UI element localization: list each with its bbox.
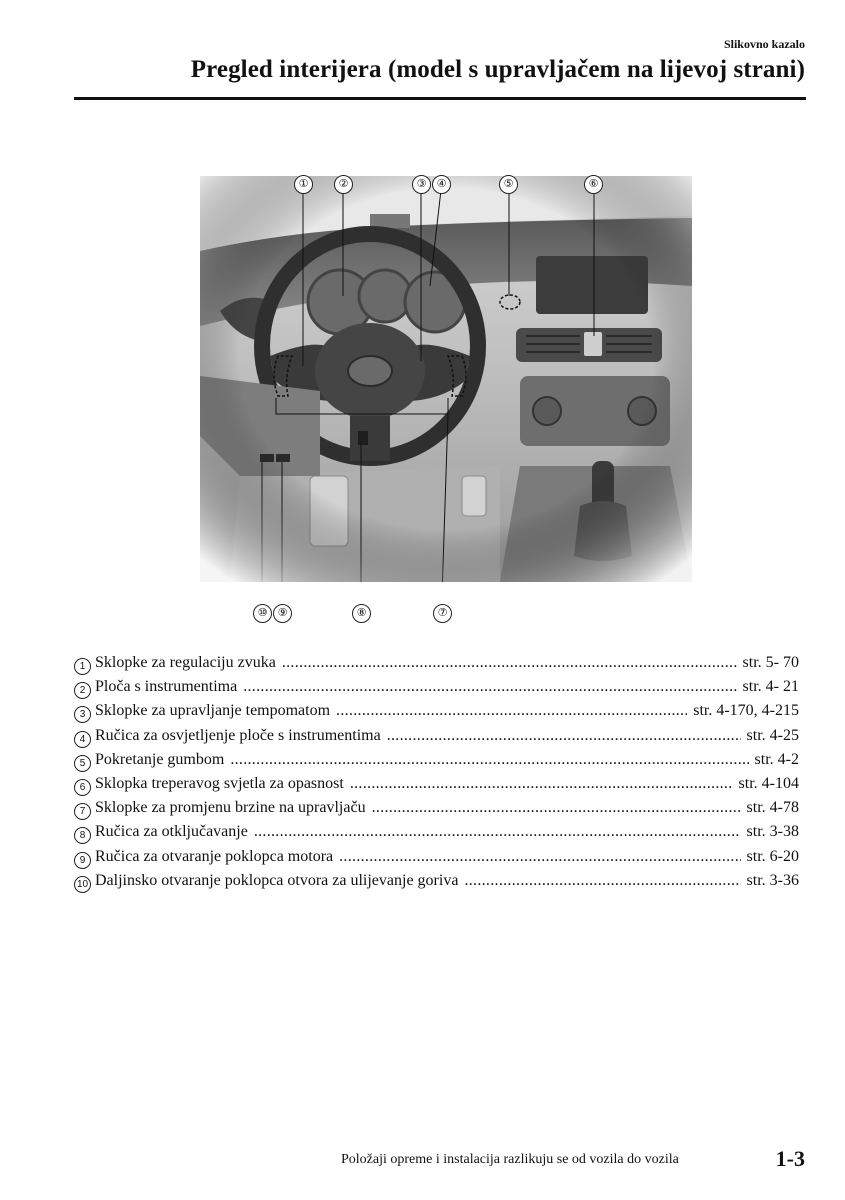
item-number: 2: [74, 682, 91, 699]
callout-1: ①: [294, 175, 313, 194]
page-reference: str. 5- 70: [742, 654, 799, 671]
item-number: 7: [74, 803, 91, 820]
item-number: 1: [74, 658, 91, 675]
callout-9: ⑨: [273, 604, 292, 623]
item-label: Daljinsko otvaranje poklopca otvora za ulijevanje goriva: [95, 871, 459, 889]
callout-2: ②: [334, 175, 353, 194]
index-row: [74, 675, 799, 699]
leader-dots: [339, 845, 740, 869]
leader-dots: [350, 772, 733, 796]
leader-dots: [282, 651, 737, 675]
index-row: [74, 748, 799, 772]
interior-illustration: [200, 176, 692, 582]
item-label: Ručica za osvjetljenje ploče s instrumentima: [95, 726, 381, 744]
item-label: Ručica za otvaranje poklopca motora: [95, 847, 334, 865]
leader-dots: [387, 724, 741, 748]
item-number: 4: [74, 731, 91, 748]
index-row: [74, 651, 799, 675]
footer-note: Položaji opreme i instalacija razlikuju se od vozila do vozila: [341, 1152, 679, 1167]
page-reference: str. 4-78: [746, 799, 799, 817]
leader-dots: [336, 699, 687, 723]
item-label: Ploča s instrumentima: [95, 678, 238, 696]
callout-4: ④: [432, 175, 451, 194]
item-label: Sklopke za regulaciju zvuka: [95, 654, 276, 671]
page-reference: str. 3-38: [746, 823, 799, 841]
item-label: Ručica za otključavanje: [95, 823, 248, 841]
callout-5: ⑤: [499, 175, 518, 194]
callout-8: ⑧: [352, 604, 371, 623]
page-reference: str. 4- 21: [742, 678, 799, 696]
item-label: Pokretanje gumbom: [95, 750, 225, 768]
page-reference: str. 6-20: [746, 847, 799, 865]
callout-3: ③: [412, 175, 431, 194]
page-number: 1-3: [775, 1146, 805, 1171]
index-row: [74, 796, 799, 820]
title-rule: [74, 97, 806, 100]
index-row: [74, 699, 799, 723]
leader-dots: [230, 748, 748, 772]
section-label: Slikovno kazalo: [723, 37, 805, 51]
item-label: Sklopke za upravljanje tempomatom: [95, 702, 331, 720]
page-reference: str. 4-170, 4-215: [693, 702, 799, 720]
item-number: 9: [74, 852, 91, 869]
index-row: [74, 724, 799, 748]
page-reference: str. 4-25: [746, 726, 799, 744]
page-reference: str. 4-104: [738, 775, 799, 793]
component-index: [74, 651, 799, 893]
item-label: Sklopka treperavog svjetla za opasnost: [95, 775, 344, 793]
item-number: 5: [74, 755, 91, 772]
leader-dots: [254, 820, 741, 844]
callout-7: ⑦: [433, 604, 452, 623]
index-row: [74, 869, 799, 893]
callout-6: ⑥: [584, 175, 603, 194]
item-number: 6: [74, 779, 91, 796]
item-number: 3: [74, 706, 91, 723]
leader-dots: [372, 796, 741, 820]
leader-dots: [464, 869, 740, 893]
index-row: [74, 845, 799, 869]
page-reference: str. 4-2: [754, 750, 799, 768]
index-row: [74, 772, 799, 796]
index-row: [74, 820, 799, 844]
item-label: Sklopke za promjenu brzine na upravljaču: [95, 799, 366, 817]
item-number: 8: [74, 827, 91, 844]
item-number: 10: [74, 876, 91, 893]
leader-dots: [243, 675, 736, 699]
page-reference: str. 3-36: [746, 871, 799, 889]
callout-10: ⑩: [253, 604, 272, 623]
page-title: Pregled interijera (model s upravljačem na lijevoj strani): [190, 56, 805, 83]
